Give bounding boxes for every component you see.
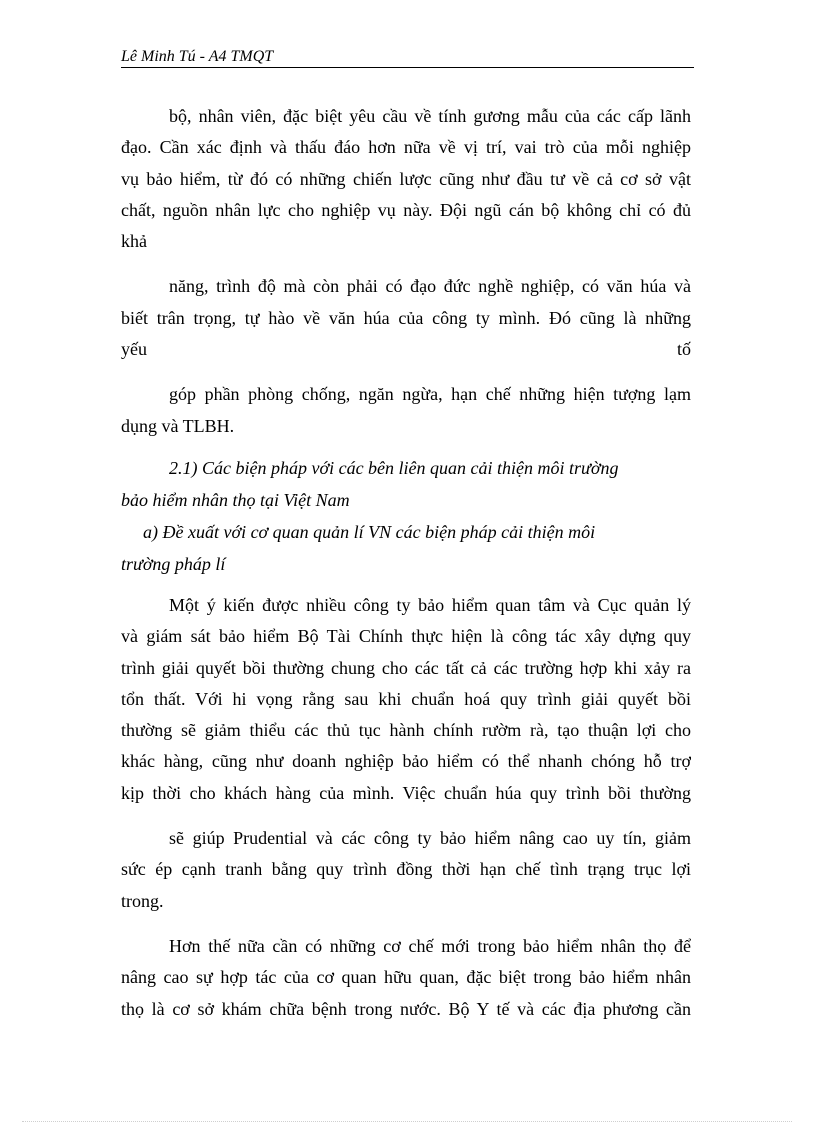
text-line: Một ý kiến được nhiều công ty bảo hiểm quan tâm và Cục quản lý [169,594,691,615]
text-line: năng, trình độ mà còn phải có đạo đức nghề nghiệp, có văn húa và [169,276,691,297]
text-line: khác hàng, cũng như doanh nghiệp bảo hiểm có thể nhanh chóng hỗ trợ [121,751,691,772]
text-line: đạo. Cần xác định và thấu đáo hơn nữa về vị trí, vai trò của mỗi nghiệp [121,137,691,158]
text-line: Hơn thế nữa cần có những cơ chế mới trong bảo hiểm nhân thọ để [169,935,691,956]
heading-line: trường pháp lí [121,553,226,574]
paragraph-1 [121,101,691,257]
text-line: chất, nguồn nhân lực cho nghiệp vụ này. Đội ngũ cán bộ không chỉ có đủ [121,199,691,220]
text-line: nâng cao sự hợp tác của cơ quan hữu quan, đặc biệt trong bảo hiểm nhân [121,967,691,988]
text-line: sức ép cạnh tranh bằng quy trình đồng thời hạn chế tình trạng trục lợi [121,859,691,880]
paragraph-3 [121,379,691,442]
text-line: và giám sát bảo hiểm Bộ Tài Chính thực hiện là công tác xây dựng quy [121,626,691,647]
text-line: tổn thất. Với hi vọng rằng sau khi chuẩn hoá quy trình giải quyết bồi [121,688,691,709]
header-rule [121,67,694,68]
text-line: yếu tố [121,339,691,360]
text-line: dụng và TLBH. [121,415,235,436]
text-line: kịp thời cho khách hàng của mình. Việc chuẩn húa quy trình bồi thường [121,782,691,803]
text-line: thường sẽ giảm thiểu các thủ tục hành chính rườm rà, tạo thuận lợi cho [121,720,691,741]
paragraph-2 [121,271,691,365]
heading-line: 2.1) Các biện pháp với các bên liên quan cải thiện môi trường [169,457,619,478]
text-line: thọ là cơ sở khám chữa bệnh trong nước. Bộ Y tế và các địa phương cần [121,998,691,1019]
heading-line: a) Đề xuất với cơ quan quản lí VN các biện pháp cải thiện môi [143,521,596,542]
text-line: vụ bảo hiểm, từ đó có những chiến lược cũng như đầu tư về cả cơ sở vật [121,168,691,189]
subsection-heading-a [121,516,691,580]
section-heading-2-1 [121,452,691,516]
text-line: biết trân trọng, tự hào về văn húa của công ty mình. Đó cũng là những [121,307,691,328]
text-line: sẽ giúp Prudential và các công ty bảo hiểm nâng cao uy tín, giảm [169,828,691,849]
paragraph-6 [121,931,691,1025]
text-line: trình giải quyết bồi thường chung cho các tất cả các trường hợp khi xảy ra [121,657,691,678]
page-content [121,101,691,1025]
heading-line: bảo hiểm nhân thọ tại Việt Nam [121,489,350,510]
text-line: bộ, nhân viên, đặc biệt yêu cầu về tính gương mẫu của các cấp lãnh [169,106,691,126]
text-line: khả [121,231,147,252]
text-line: trong. [121,890,164,911]
running-header: Lê Minh Tú - A4 TMQT [121,48,274,65]
page-bottom-dotted-border [22,1121,792,1122]
paragraph-5 [121,823,691,917]
paragraph-4 [121,590,691,809]
text-line: góp phần phòng chống, ngăn ngừa, hạn chế những hiện tượng lạm [169,384,691,405]
